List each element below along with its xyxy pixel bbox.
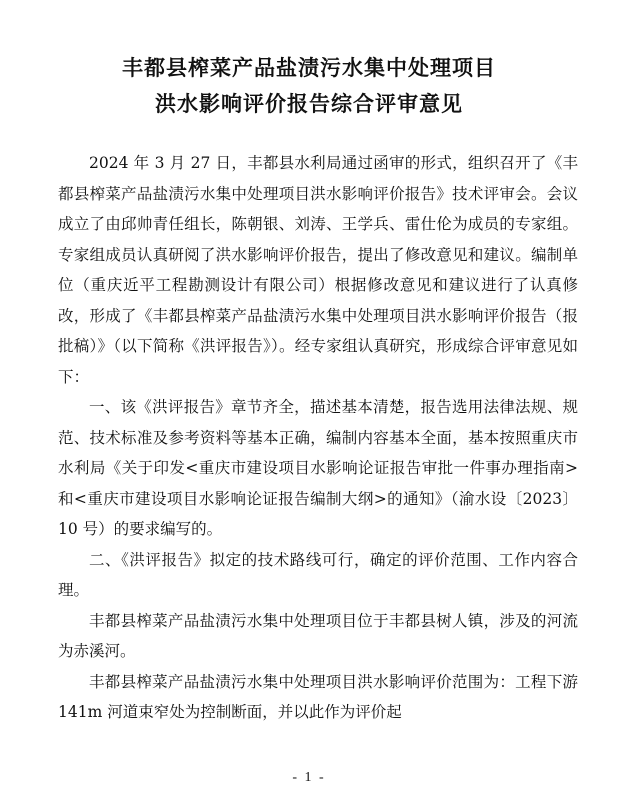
page-number: - 1 - <box>292 770 326 785</box>
document-title-line-1: 丰都县榨菜产品盐渍污水集中处理项目 <box>122 55 496 80</box>
paragraph-evaluation-scope: 丰都县榨菜产品盐渍污水集中处理项目洪水影响评价范围为：工程下游 141m 河道束窄处为控制断面，并以此作为评价起 <box>58 672 578 721</box>
document-title-line-2: 洪水影响评价报告综合评审意见 <box>155 91 463 116</box>
paragraph-project-location: 丰都县榨菜产品盐渍污水集中处理项目位于丰都县树人镇，涉及的河流为赤溪河。 <box>58 611 578 660</box>
document-body <box>58 148 578 728</box>
paragraph-opinion-2: 二、《洪评报告》拟定的技术路线可行，确定的评价范围、工作内容合理。 <box>58 550 578 599</box>
paragraph-intro: 2024 年 3 月 27 日，丰都县水利局通过函审的形式，组织召开了《丰都县榨菜产品盐渍污水集中处理项目洪水影响评价报告》技术评审会。会议成立了由邱帅青任组长，陈朝银、刘涛、王学兵、雷仕伦为成员的专家组。专家组成员认真研阅了洪水影响评价报告，提出了修改意见和建议。编制单位（重庆近平工程勘测设计有限公司）根据修改意见和建议进行了认真修改，形成了《丰都县榨菜产品盐渍污水集中处理项目洪水影响评价报告（报批稿）》（以下简称《洪评报告》）。经专家组认真研究，形成综合评审意见如下： <box>58 154 578 386</box>
paragraph-opinion-1: 一、该《洪评报告》章节齐全，描述基本清楚，报告选用法律法规、规范、技术标准及参考资料等基本正确，编制内容基本全面，基本按照重庆市水利局《关于印发<重庆市建设项目水影响论证报告审批一件事办理指南>和<重庆市建设项目水影响论证报告编制大纲>的通知》（渝水设〔2023〕10 号）的要求编写的。 <box>58 398 578 538</box>
